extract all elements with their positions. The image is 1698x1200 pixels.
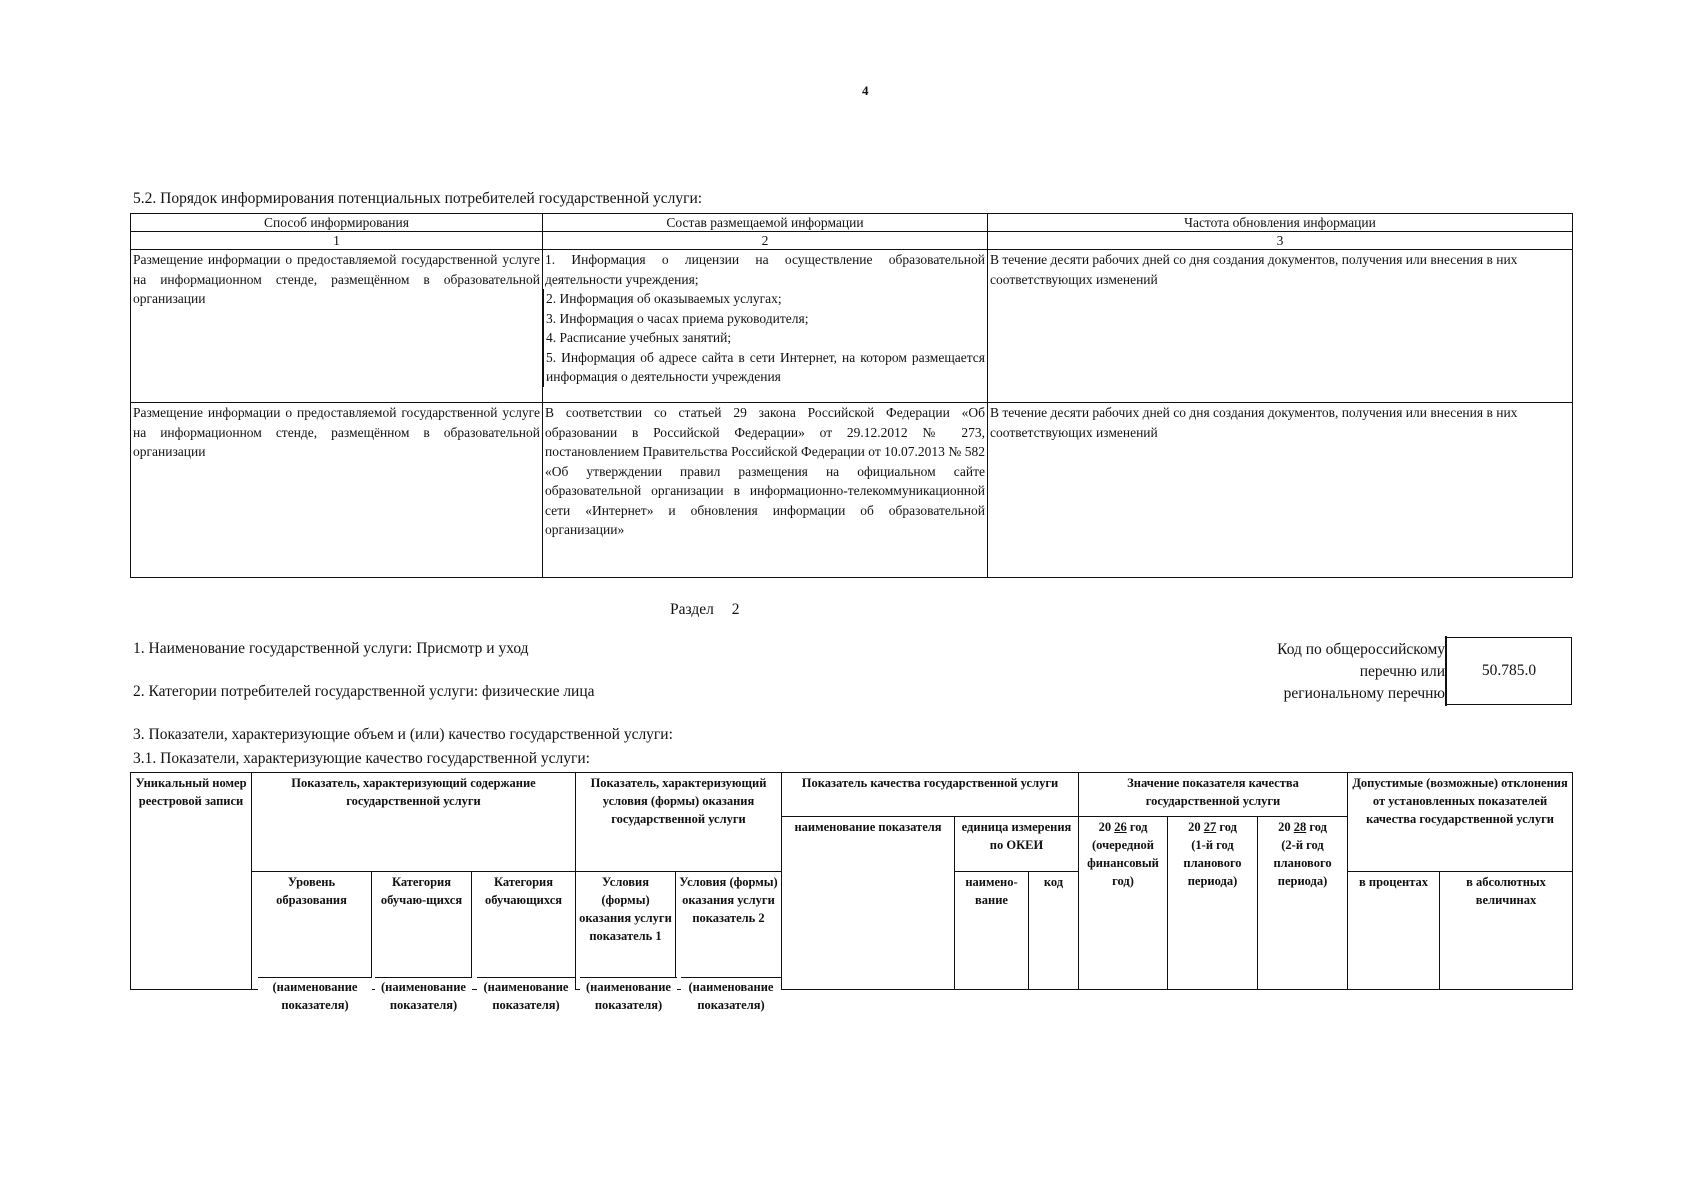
code-value-box: [1446, 637, 1572, 705]
header-unit-name: наимено-вание: [955, 872, 1029, 990]
header-unit-code: код: [1029, 872, 1079, 990]
subheader-condition-1: Условия (формы) оказания услуги показатель 1: [576, 872, 676, 990]
content-cell: В соответствии со статьей 29 закона Российской Федерации «Об образовании в Российской Федерации» от 29.12.2012 № 273, постановлением Правительства Российской Федерации от 10.07.2013 № 582 «Об утверждении правил размещения на официальном сайте образовательной организации в информационно-телекоммуникационной сети «Интернет» и обновления информации об образовательной организации»: [543, 403, 988, 578]
header-quality-value: Значение показателя качества государственной услуги: [1079, 773, 1348, 817]
consumer-categories: 2. Категории потребителей государственной услуги: физические лица: [133, 683, 595, 700]
header-quality-indicator: Показатель качества государственной услуги: [782, 773, 1079, 817]
indicators-title: 3. Показатели, характеризующие объем и (или) качество государственной услуги:: [133, 726, 673, 743]
table-row: [131, 250, 1573, 403]
header-percent: в процентах: [1348, 872, 1440, 990]
header-deviation: Допустимые (возможные) отклонения от установленных показателей качества государственной услуги: [1348, 773, 1573, 872]
quality-table: [130, 772, 1573, 990]
header-unit: единица измерения по ОКЕИ: [955, 817, 1079, 872]
header-unique-number: Уникальный номер реестровой записи: [131, 773, 252, 990]
header-year-2: 20 27 год (1-й год планового периода): [1168, 817, 1258, 990]
col-num-1: 1: [131, 232, 543, 250]
header-conditions-indicator: Показатель, характеризующий условия (формы) оказания государственной услуги: [576, 773, 782, 872]
header-method: Способ информирования: [131, 214, 543, 232]
header-indicator-name: наименование показателя: [782, 817, 955, 990]
section-5-2-title: 5.2. Порядок информирования потенциальных потребителей государственной услуги:: [133, 190, 703, 207]
sub-note: (наименование показателя): [258, 977, 372, 1014]
subheader-student-category-1: Категория обучаю-щихся: [372, 872, 472, 990]
list-item: 3. Информация о часах приема руководителя;: [543, 309, 985, 329]
subheader-education-level: Уровень образования: [252, 872, 372, 990]
method-cell: Размещение информации о предоставляемой государственной услуге на информационном стенде, размещённом в образовательной организации: [131, 403, 543, 578]
subheader-condition-2: Условия (формы) оказания услуги показатель 2: [676, 872, 782, 990]
sub-note: (наименование показателя): [681, 977, 781, 1014]
col-num-2: 2: [543, 232, 988, 250]
frequency-cell: В течение десяти рабочих дней со дня создания документов, получения или внесения в них соответствующих изменений: [988, 403, 1573, 578]
sub-note: (наименование показателя): [580, 977, 677, 1014]
list-item: 2. Информация об оказываемых услугах;: [543, 289, 985, 309]
list-item: 5. Информация об адресе сайта в сети Интернет, на котором размещается информация о деятельности учреждения: [543, 348, 985, 387]
code-label: Код по общероссийскому перечню или региональному перечню: [1277, 641, 1445, 702]
header-content-indicator: Показатель, характеризующий содержание государственной услуги: [252, 773, 576, 872]
sub-note: (наименование показателя): [375, 977, 472, 1014]
header-frequency: Частота обновления информации: [988, 214, 1573, 232]
informing-table: [130, 213, 1573, 578]
code-value: 50.785.0: [1481, 662, 1537, 679]
list-item: 1. Информация о лицензии на осуществление образовательной деятельности учреждения;: [545, 252, 985, 287]
frequency-cell: В течение десяти рабочих дней со дня создания документов, получения или внесения в них соответствующих изменений: [988, 250, 1573, 403]
list-item: 4. Расписание учебных занятий;: [543, 328, 985, 348]
header-year-1: 20 26 год (очередной финансовый год): [1079, 817, 1168, 990]
header-absolute: в абсолютных величинах: [1440, 872, 1573, 990]
table-row: [131, 403, 1573, 578]
quality-indicators-title: 3.1. Показатели, характеризующие качество государственной услуги:: [133, 750, 590, 767]
col-num-3: 3: [988, 232, 1573, 250]
page-number: 4: [862, 83, 869, 98]
header-content: Состав размещаемой информации: [543, 214, 988, 232]
header-year-3: 20 28 год (2-й год планового периода): [1258, 817, 1348, 990]
service-name: 1. Наименование государственной услуги: Присмотр и уход: [133, 640, 529, 657]
subheader-student-category-2: Категория обучающихся: [472, 872, 576, 990]
content-cell: [543, 250, 988, 403]
sub-note: (наименование показателя): [477, 977, 575, 1014]
method-cell: Размещение информации о предоставляемой государственной услуге на информационном стенде, размещённом в образовательной организации: [131, 250, 543, 403]
section-heading: Раздел 2: [670, 601, 740, 618]
